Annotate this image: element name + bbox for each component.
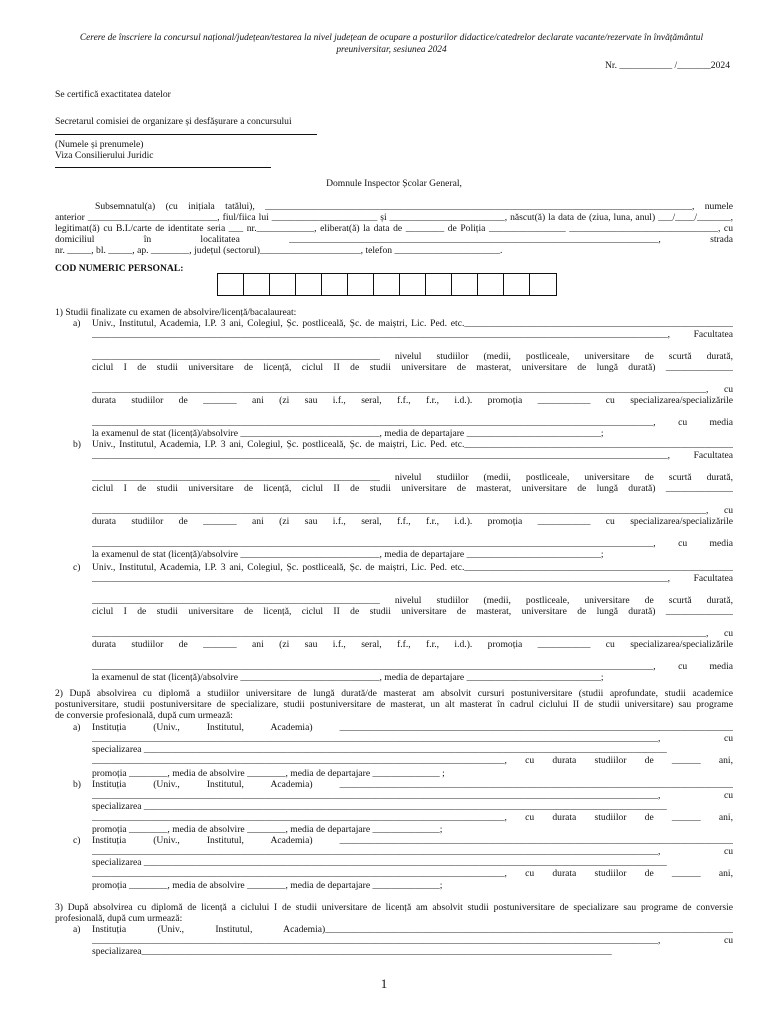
s1c-line-6[interactable]: durata studiilor de _______ ani (zi sau i.f., seral, f.f., f.r., i.d.). promoția ___________ cu specializarea/specializările xyxy=(92,639,733,650)
s1c-line-3[interactable]: ____________________________________________________________ nivelul studiilor (medii, postliceale, universitare de scurtă durată, xyxy=(92,595,733,606)
s1c-line-1[interactable]: Univ., Institutul, Academia, I.P. 3 ani, Colegiul, Șc. postliceală, Șc. de maiștri, Lic. Ped. etc.________________________________________________________ xyxy=(92,562,733,573)
legal-signature-line[interactable] xyxy=(55,167,271,168)
s1c-line-4[interactable]: ciclul I de studii universitare de licență, ciclul II de studii universitare de masterat, universitare de lungă durată) ______________ xyxy=(92,606,733,617)
registration-number[interactable]: Nr. ___________ /_______2024 xyxy=(605,60,730,71)
s2a-line-5[interactable]: promoția ________, media de absolvire ________, media de departajare ______________ ; xyxy=(92,768,445,779)
item-letter: a) xyxy=(73,924,81,935)
personal-line-5[interactable]: nr. _____, bl. _____, ap. ________, județul (sectorul)_____________________, telefon ______________________. xyxy=(55,245,503,256)
cnp-boxes[interactable] xyxy=(217,273,557,296)
item-letter: a) xyxy=(73,722,81,733)
certification-text: Se certifică exactitatea datelor xyxy=(55,89,171,100)
s2a-line-1[interactable]: Instituția (Univ., Institutul, Academia) __________________________________________________________________________________ xyxy=(92,722,733,733)
form-title: Cerere de înscriere la concursul național/județean/testarea la nivel județean de ocupare a posturilor didactice/catedrelor declarate vacante/rezervate în învățământul preuniversitar, sesiunea 2024 xyxy=(79,33,704,55)
personal-line-1[interactable]: Subsemnatul(a) (cu inițiala tatălui), _________________________________________________________________________________________, numele xyxy=(95,201,733,212)
s1a-line-6[interactable]: durata studiilor de _______ ani (zi sau i.f., seral, f.f., f.r., i.d.). promoția ___________ cu specializarea/specializările xyxy=(92,395,733,406)
item-letter: c) xyxy=(73,835,81,846)
cnp-digit-box[interactable] xyxy=(374,274,400,295)
section-3-intro-2: profesională, după cum urmează: xyxy=(55,913,183,924)
s2b-line-1[interactable]: Instituția (Univ., Institutul, Academia) __________________________________________________________________________________ xyxy=(92,779,733,790)
s1a-line-4[interactable]: ciclul I de studii universitare de licență, ciclul II de studii universitare de masterat, universitare de lungă durată) ______________ xyxy=(92,362,733,373)
s1a-line-8[interactable]: la examenul de stat (licență)/absolvire _____________________________, media de departajare ____________________________; xyxy=(92,428,604,439)
s2c-line-3[interactable]: specializarea _____________________________________________________________________________________________________________ xyxy=(92,857,667,868)
cnp-digit-box[interactable] xyxy=(218,274,244,295)
secretary-signature-line[interactable] xyxy=(55,134,317,135)
s1b-line-6[interactable]: durata studiilor de _______ ani (zi sau i.f., seral, f.f., f.r., i.d.). promoția ___________ cu specializarea/specializările xyxy=(92,516,733,527)
s1c-line-2[interactable]: ________________________________________________________________________________________________________________________, Facultatea xyxy=(92,573,733,584)
s1b-line-4[interactable]: ciclul I de studii universitare de licență, ciclul II de studii universitare de masterat, universitare de lungă durată) ______________ xyxy=(92,483,733,494)
section-1-title: 1) Studii finalizate cu examen de absolvire/licență/bacalaureat: xyxy=(55,307,297,318)
s1b-line-3[interactable]: ____________________________________________________________ nivelul studiilor (medii, postliceale, universitare de scurtă durată, xyxy=(92,472,733,483)
page-number: 1 xyxy=(380,976,388,991)
s1c-line-8[interactable]: la examenul de stat (licență)/absolvire _____________________________, media de departajare ____________________________; xyxy=(92,672,604,683)
s1b-line-2[interactable]: ________________________________________________________________________________________________________________________, Facultatea xyxy=(92,450,733,461)
s1a-line-5[interactable]: ________________________________________________________________________________________________________________________________, cu xyxy=(92,384,733,395)
s3a-line-3[interactable]: specializarea__________________________________________________________________________________________________ xyxy=(92,946,612,957)
personal-line-2[interactable]: anterior ___________________________, fiul/fiica lui ______________________ și ________________________, născut(ă) la data de (ziua, luna, anul) ___/____/_______, xyxy=(55,212,733,223)
s2b-line-3[interactable]: specializarea _____________________________________________________________________________________________________________ xyxy=(92,801,667,812)
cnp-digit-box[interactable] xyxy=(270,274,296,295)
cnp-digit-box[interactable] xyxy=(296,274,322,295)
item-letter: b) xyxy=(73,439,81,450)
cnp-digit-box[interactable] xyxy=(400,274,426,295)
item-letter: a) xyxy=(73,318,81,329)
cnp-digit-box[interactable] xyxy=(530,274,556,295)
cnp-digit-box[interactable] xyxy=(244,274,270,295)
legal-visa-label: Viza Consilierului Juridic xyxy=(55,150,154,161)
s2a-line-4[interactable]: ______________________________________________________________________________________, cu durata studiilor de ______ ani, xyxy=(92,755,733,766)
personal-line-3[interactable]: legitimat(ă) cu B.I./carte de identitate seria ___ nr.____________, eliberat(ă) la data de ________ de Poliția ________________ _______________________________, cu xyxy=(55,223,733,234)
s3a-line-2[interactable]: ______________________________________________________________________________________________________________________, cu xyxy=(92,935,733,946)
item-letter: b) xyxy=(73,779,81,790)
s2c-line-1[interactable]: Instituția (Univ., Institutul, Academia) __________________________________________________________________________________ xyxy=(92,835,733,846)
s1b-line-1[interactable]: Univ., Institutul, Academia, I.P. 3 ani, Colegiul, Șc. postliceală, Șc. de maiștri, Lic. Ped. etc.________________________________________________________ xyxy=(92,439,733,450)
s2b-line-5[interactable]: promoția ________, media de absolvire ________, media de departajare ______________; xyxy=(92,824,443,835)
section-2-intro-1: 2) După absolvirea cu diplomă a studiilor universitare de lungă durată/de masterat am absolvit cursuri postuniversitare (studii aprofundate, studii academice xyxy=(55,688,733,699)
cnp-digit-box[interactable] xyxy=(478,274,504,295)
s1c-line-7[interactable]: _____________________________________________________________________________________________________________________, cu media xyxy=(92,661,733,672)
s2c-line-4[interactable]: ______________________________________________________________________________________, cu durata studiilor de ______ ani, xyxy=(92,868,733,879)
s2c-line-2[interactable]: ______________________________________________________________________________________________________________________, cu xyxy=(92,846,733,857)
s1a-line-2[interactable]: ________________________________________________________________________________________________________________________, Facultatea xyxy=(92,329,733,340)
s2b-line-4[interactable]: ______________________________________________________________________________________, cu durata studiilor de ______ ani, xyxy=(92,812,733,823)
s1a-line-3[interactable]: ____________________________________________________________ nivelul studiilor (medii, postliceale, universitare de scurtă durată, xyxy=(92,351,733,362)
s2b-line-2[interactable]: ______________________________________________________________________________________________________________________, cu xyxy=(92,790,733,801)
item-letter: c) xyxy=(73,562,81,573)
s1b-line-5[interactable]: ________________________________________________________________________________________________________________________________, cu xyxy=(92,505,733,516)
section-2-intro-3: de conversie profesională, după cum urmează: xyxy=(55,710,233,721)
cnp-digit-box[interactable] xyxy=(504,274,530,295)
s3a-line-1[interactable]: Instituția (Univ., Institutul, Academia)_____________________________________________________________________________________ xyxy=(92,924,733,935)
secretary-label: Secretarul comisiei de organizare și desfășurare a concursului xyxy=(55,116,292,127)
salutation: Domnule Inspector Școlar General, xyxy=(326,178,462,189)
s2c-line-5[interactable]: promoția ________, media de absolvire ________, media de departajare ______________; xyxy=(92,880,443,891)
s1c-line-5[interactable]: ________________________________________________________________________________________________________________________________, cu xyxy=(92,628,733,639)
s1a-line-7[interactable]: _____________________________________________________________________________________________________________________, cu media xyxy=(92,417,733,428)
cnp-label: COD NUMERIC PERSONAL: xyxy=(55,263,184,274)
s1a-line-1[interactable]: Univ., Institutul, Academia, I.P. 3 ani, Colegiul, Șc. postliceală, Șc. de maiștri, Lic. Ped. etc.________________________________________________________ xyxy=(92,318,733,329)
s1b-line-7[interactable]: _____________________________________________________________________________________________________________________, cu media xyxy=(92,538,733,549)
cnp-digit-box[interactable] xyxy=(322,274,348,295)
s2a-line-3[interactable]: specializarea _____________________________________________________________________________________________________________ xyxy=(92,744,667,755)
section-2-intro-2: postuniversitare, studii postuniversitare de specializare, studii postuniversitare de masterat, un alt masterat în cadrul ciclului II de studii universitare) sau programe xyxy=(55,699,733,710)
cnp-digit-box[interactable] xyxy=(452,274,478,295)
personal-line-4[interactable]: domiciliul în localitatea _____________________________________________________________________________, strada xyxy=(55,234,733,245)
cnp-digit-box[interactable] xyxy=(426,274,452,295)
section-3-intro-1: 3) După absolvirea cu diplomă de licență a ciclului I de studii universitare de licență am absolvit studii postuniversitare de specializare sau programe de conversie xyxy=(55,902,733,913)
s1b-line-8[interactable]: la examenul de stat (licență)/absolvire _____________________________, media de departajare ____________________________; xyxy=(92,549,604,560)
cnp-digit-box[interactable] xyxy=(348,274,374,295)
s2a-line-2[interactable]: ______________________________________________________________________________________________________________________, cu xyxy=(92,733,733,744)
name-label: (Numele și prenumele) xyxy=(55,139,144,150)
